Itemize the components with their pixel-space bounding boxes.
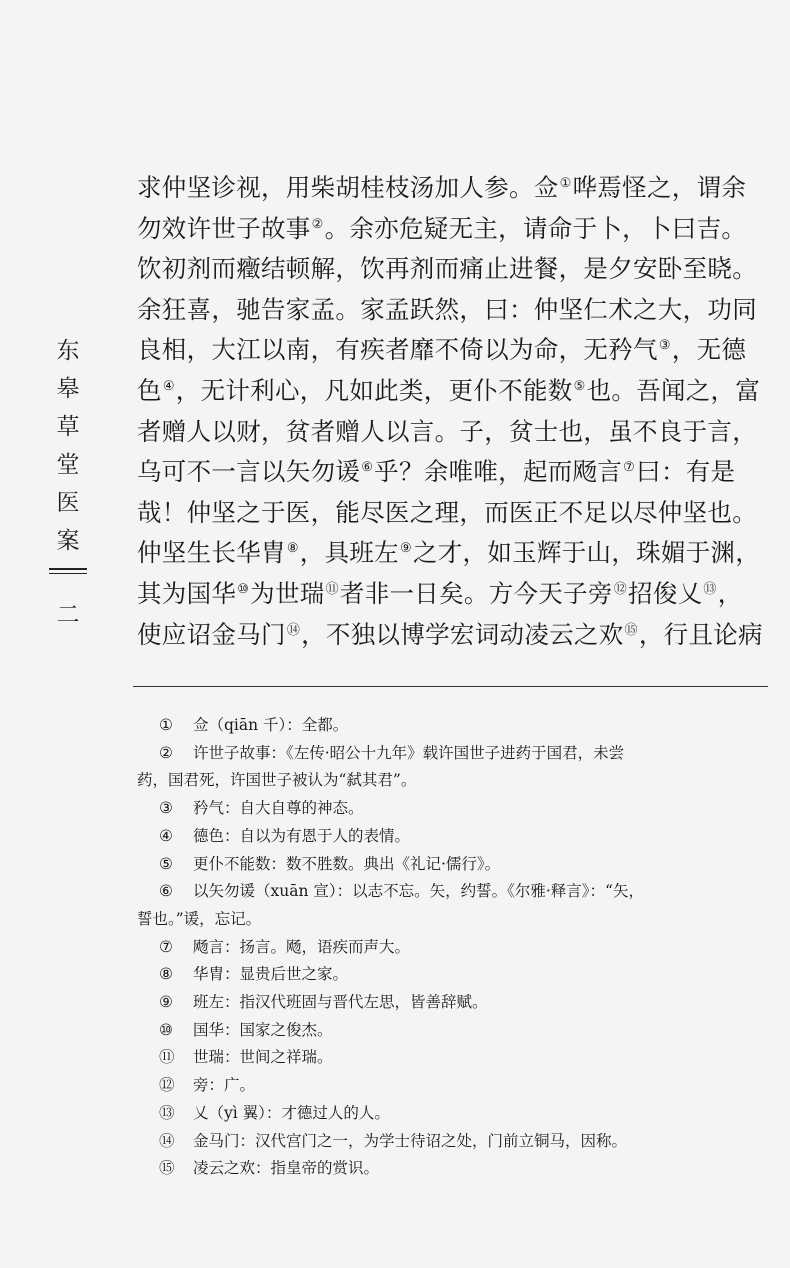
text-segment: ，无德 [671, 335, 747, 365]
footnote-marker[interactable]: ⑫ [613, 581, 628, 597]
footnote-number: ⑤ [159, 854, 173, 873]
footnote-text: 金马门：汉代宫门之一，为学士待诏之处，门前立铜马，因称。 [193, 1131, 628, 1150]
footnote-item [137, 961, 772, 989]
footnote-item [137, 712, 772, 740]
title-char: 草 [56, 414, 80, 440]
footnote-text: 飏言：扬言。飏，语疾而声大。 [193, 937, 411, 956]
footnote-number: ① [159, 716, 173, 734]
footnote-text: 凌云之欢：指皇帝的赏识。 [193, 1159, 380, 1178]
book-title-vertical [57, 332, 80, 560]
text-segment: ， [717, 578, 743, 608]
text-segment: 仲坚生长华胄 [137, 538, 286, 568]
text-line [137, 330, 772, 371]
text-segment: 其为国华 [137, 578, 237, 608]
footnote-number: ② [159, 743, 173, 762]
footnote-item [137, 1100, 772, 1128]
footnote-number: ⑧ [159, 965, 173, 984]
footnote-number: ③ [159, 799, 173, 818]
footnote-continuation: 药，国君死，许国世子被认为“弑其君”。 [137, 771, 417, 790]
text-segment: 招俊乂 [628, 578, 703, 608]
text-segment: 求仲坚诊视，用柴胡桂枝汤加人参。佥 [137, 173, 559, 202]
footnote-marker[interactable]: ⑩ [237, 581, 250, 597]
text-line [137, 249, 772, 290]
footnote-text: 旁：广。 [193, 1076, 256, 1095]
footnote-marker[interactable]: ⑧ [286, 541, 299, 557]
footnote-item [137, 1155, 772, 1183]
text-line [137, 371, 772, 412]
footnote-number: ⑩ [159, 1020, 173, 1039]
text-segment: 余狂喜，驰告家孟。家孟跃然，曰：仲坚仁术之大，功同 [137, 294, 757, 324]
footnote-item [137, 989, 772, 1017]
text-segment: ，不独以博学宏词动凌云之欢 [301, 619, 624, 649]
text-segment: 为世瑞 [250, 578, 325, 608]
footnote-text: 班左：指汉代班固与晋代左思，皆善辞赋。 [193, 993, 488, 1012]
text-segment: 之才，如玉辉于山，珠媚于渊， [412, 538, 761, 568]
footnote-number: ⑨ [159, 993, 173, 1012]
footnote-item [137, 740, 772, 768]
footnote-text: 国华：国家之俊杰。 [193, 1020, 333, 1039]
footnote-text: 佥（qiān 千）：全都。 [193, 716, 349, 734]
text-segment: 曰：有是 [636, 457, 736, 487]
text-line [137, 574, 772, 615]
footnote-item [137, 1017, 772, 1045]
footnote-number: ⑫ [159, 1076, 175, 1095]
text-line [137, 168, 772, 209]
text-line [137, 615, 772, 656]
footnote-text: 乂（yì 翼）：才德过人的人。 [193, 1103, 390, 1122]
running-header [48, 332, 88, 629]
footnote-number: ⑥ [159, 882, 173, 901]
footnotes [137, 712, 772, 1183]
text-segment: ，无计利心，凡如此类，更仆不能数 [175, 375, 573, 405]
text-segment: ，具班左 [299, 538, 399, 568]
text-segment: 勿效许世子故事 [137, 213, 311, 243]
footnote-continuation: 誓也。”谖，忘记。 [137, 909, 262, 928]
text-line [137, 533, 772, 574]
footnote-number: ④ [159, 826, 173, 845]
footnote-marker[interactable]: ② [311, 216, 324, 232]
header-rule [49, 568, 87, 570]
footnote-text: 世瑞：世间之祥瑞。 [193, 1048, 333, 1067]
footnote-number: ⑭ [159, 1131, 175, 1150]
title-char: 医 [56, 490, 80, 516]
text-segment: 。余亦危疑无主，请命于卜，卜曰吉。 [324, 213, 747, 243]
footnote-marker[interactable]: ⑥ [361, 460, 374, 476]
footnote-marker[interactable]: ① [559, 176, 572, 191]
text-segment: 饮初剂而癥结顿解，饮再剂而痛止进餐，是夕安卧至晓。 [137, 254, 757, 284]
footnote-item [137, 1128, 772, 1156]
footnote-item [137, 1044, 772, 1072]
main-text [137, 168, 772, 655]
footnote-item [137, 1072, 772, 1100]
text-segment: 哉！仲坚之于医，能尽医之理，而医正不足以尽仲坚也。 [137, 497, 757, 527]
footnote-text: 更仆不能数：数不胜数。典出《礼记·儒行》。 [193, 854, 501, 873]
footnote-divider [133, 686, 768, 687]
footnote-marker[interactable]: ⑮ [624, 622, 638, 638]
text-segment: 乎？余唯唯，起而飏言 [374, 457, 623, 487]
footnote-text: 矜气：自大自尊的神态。 [193, 799, 364, 818]
text-line [137, 493, 772, 534]
footnote-marker[interactable]: ⑤ [573, 378, 586, 394]
footnote-marker[interactable]: ⑭ [286, 622, 301, 638]
title-char: 皋 [56, 376, 80, 402]
text-segment: 也。吾闻之，富 [586, 375, 761, 405]
text-segment: 良相，大江以南，有疾者靡不倚以为命，无矜气 [137, 335, 658, 365]
footnote-number: ⑮ [159, 1159, 175, 1178]
footnote-number: ⑦ [159, 937, 173, 956]
footnote-text: 以矢勿谖（xuān 宣）：以志不忘。矢，约誓。《尔雅·释言》：“矢， [193, 882, 644, 901]
footnote-item [137, 823, 772, 851]
footnote-text: 许世子故事：《左传·昭公十九年》载许国世子进药于国君，未尝 [193, 743, 625, 762]
text-segment: 使应诏金马门 [137, 619, 286, 649]
title-char: 东 [56, 338, 80, 364]
text-line [137, 209, 772, 250]
footnote-text: 华胄：显贵后世之家。 [193, 965, 349, 984]
title-char: 堂 [56, 452, 80, 478]
footnote-marker[interactable]: ④ [162, 378, 175, 394]
footnote-item [137, 878, 772, 906]
text-line [137, 452, 772, 493]
footnote-marker[interactable]: ⑬ [703, 581, 717, 597]
text-segment: 者赠人以财，贫者赠人以言。子，贫士也，虽不良于言， [137, 416, 757, 446]
text-line [137, 412, 772, 453]
footnote-item [137, 934, 772, 962]
footnote-marker[interactable]: ⑨ [399, 541, 412, 557]
header-rule-thin [49, 573, 87, 574]
footnote-item [137, 795, 772, 823]
text-segment: 哗焉怪之，谓余 [572, 173, 747, 202]
text-line [137, 290, 772, 331]
text-segment: ，行且论病 [638, 619, 763, 649]
footnote-marker[interactable]: ⑦ [623, 460, 636, 476]
title-char: 案 [56, 528, 80, 554]
footnote-marker[interactable]: ③ [658, 338, 671, 354]
footnote-number: ⑪ [159, 1048, 175, 1067]
footnote-marker[interactable]: ⑪ [325, 581, 339, 597]
footnote-number: ⑬ [159, 1103, 175, 1122]
text-segment: 乌可不一言以矢勿谖 [137, 457, 361, 487]
page-number: 二 [56, 602, 80, 628]
text-segment: 者非一日矣。方今天子旁 [339, 578, 613, 608]
footnote-text: 德色：自以为有恩于人的表情。 [193, 826, 411, 845]
footnote-item [137, 851, 772, 879]
text-segment: 色 [137, 375, 162, 405]
